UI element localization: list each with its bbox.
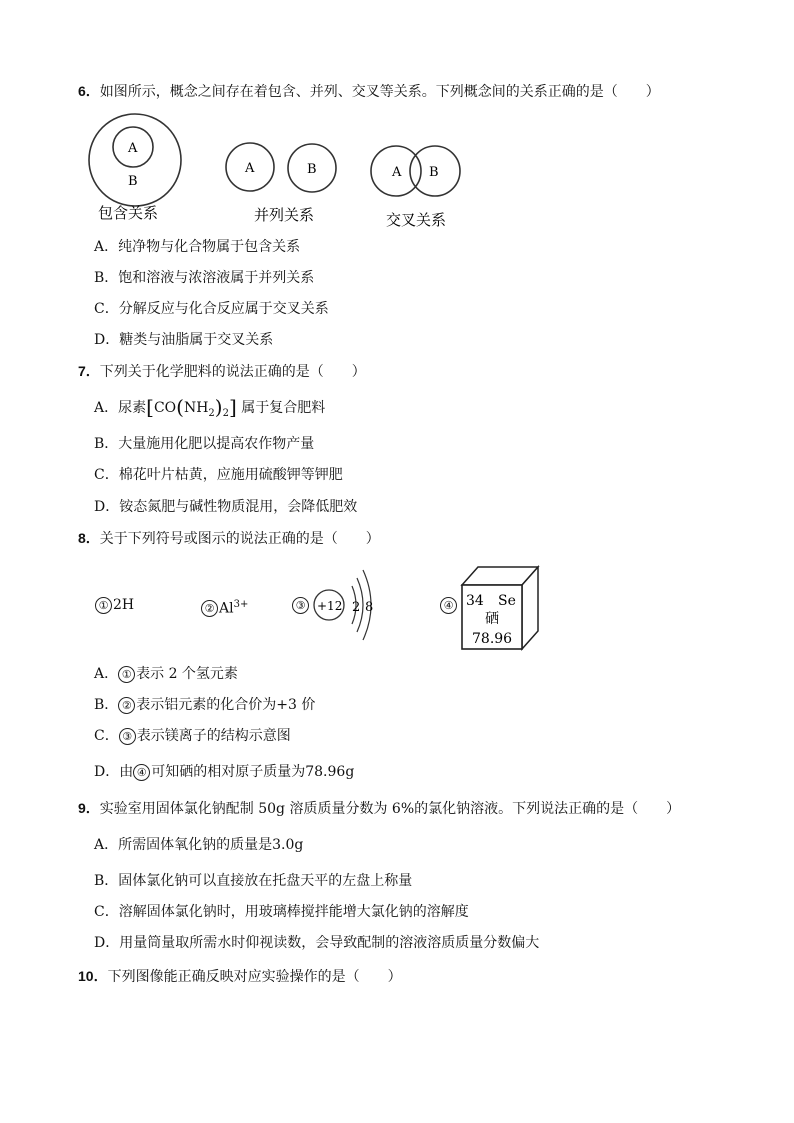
option-a-prefix: A．尿素 [94, 400, 147, 416]
formula-paren-close: ) [214, 395, 223, 419]
formula-paren-open: ( [176, 395, 184, 419]
question-number: 8． [78, 530, 100, 546]
q9-option-c: C．溶解固体氯化钠时，用玻璃棒搅拌能增大氯化钠的溶解度 [94, 904, 469, 920]
formula-co: CO [153, 400, 177, 416]
formula-subscript: 2 [208, 407, 215, 419]
shell-1-electrons: 2 [352, 600, 361, 615]
inclusion-inner-label: A [128, 141, 138, 156]
circled-number-3: ③ [292, 597, 309, 614]
q9-option-d: D．用量筒量取所需水时仰视读数，会导致配制的溶液溶质质量分数偏大 [94, 935, 540, 951]
concept-relationship-figure [86, 112, 466, 227]
q7-option-d: D．铵态氮肥与碱性物质混用，会降低肥效 [94, 499, 358, 515]
option-letter: C． [94, 728, 119, 744]
q8-option-a [94, 664, 238, 684]
parallel-right-label: B [307, 162, 317, 177]
question-10-stem [78, 966, 402, 987]
option-letter: A． [94, 666, 119, 682]
question-text: 关于下列符号或图示的说法正确的是（ ） [99, 531, 380, 547]
q6-option-d: D．糖类与油脂属于交叉关系 [94, 332, 274, 348]
element-name: 硒 [485, 611, 499, 627]
circled-number-1: ① [118, 666, 135, 683]
q9-option-b: B．固体氯化钠可以直接放在托盘天平的左盘上称量 [94, 873, 413, 889]
symbol-2h: 2H [113, 597, 135, 613]
q8-option-b [94, 695, 315, 715]
symbol-2 [201, 595, 248, 619]
intersection-diagram [371, 146, 460, 229]
periodic-element-cell [458, 563, 558, 653]
inclusion-caption: 包含关系 [98, 204, 159, 222]
symbol-al: Al [219, 600, 234, 617]
circled-number-1: ① [95, 597, 112, 614]
intersect-caption: 交叉关系 [386, 211, 447, 229]
question-8-stem [78, 528, 380, 549]
question-text: 下列图像能正确反映对应实验操作的是（ ） [107, 969, 402, 985]
symbol-1 [95, 595, 134, 615]
option-letter: D．由 [94, 764, 134, 780]
circled-number-4: ④ [440, 597, 457, 614]
ion-charge: 3+ [233, 599, 249, 610]
question-text: 如图所示，概念之间存在着包含、并列、交叉等关系。下列概念间的关系正确的是（ ） [99, 84, 660, 100]
circled-number-3: ③ [119, 728, 136, 745]
atomic-number: 34 [466, 593, 484, 609]
question-text: 下列关于化学肥料的说法正确的是（ ） [99, 364, 366, 380]
option-text: 表示 2 个氢元素 [136, 666, 238, 682]
option-text: 表示铝元素的化合价为+3 价 [136, 697, 316, 713]
formula-nh: NH [183, 400, 209, 416]
option-text: 表示镁离子的结构示意图 [136, 728, 291, 744]
q6-option-a: A．纯净物与化合物属于包含关系 [94, 239, 301, 255]
question-number: 9． [78, 800, 100, 816]
nucleus-charge: +12 [317, 599, 343, 613]
option-a-suffix: 属于复合肥料 [241, 400, 326, 416]
q6-option-c: C．分解反应与化合反应属于交叉关系 [94, 301, 329, 317]
question-number: 10． [78, 968, 108, 984]
parallel-left-label: A [245, 161, 255, 176]
shell-2-electrons: 8 [365, 600, 374, 615]
circled-number-4: ④ [133, 764, 150, 781]
inclusion-diagram [89, 114, 181, 222]
element-symbol: Se [498, 593, 516, 609]
q7-option-b: B．大量施用化肥以提高农作物产量 [94, 436, 315, 452]
question-number: 7． [78, 363, 100, 379]
symbol-4-marker [440, 595, 458, 615]
atom-structure-diagram [305, 560, 395, 650]
question-number: 6． [78, 83, 100, 99]
option-letter: B． [94, 697, 119, 713]
circled-number-2: ② [201, 600, 218, 617]
q6-option-b: B．饱和溶液与浓溶液属于并列关系 [94, 270, 315, 286]
inclusion-outer-label: B [128, 174, 138, 189]
formula-subscript: 2 [222, 407, 229, 419]
q7-option-a [94, 397, 325, 424]
parallel-diagram [226, 143, 336, 224]
circled-number-2: ② [118, 697, 135, 714]
question-7-stem [78, 361, 366, 382]
q7-option-c: C．棉花叶片枯黄，应施用硫酸钾等钾肥 [94, 467, 343, 483]
question-6-stem [78, 81, 660, 102]
q8-option-c [94, 726, 291, 746]
intersect-right-label: B [429, 165, 439, 180]
formula-bracket-open: [ [146, 395, 154, 419]
atomic-mass: 78.96 [472, 631, 513, 647]
formula-bracket-close: ] [228, 395, 237, 419]
intersect-left-label: A [392, 165, 402, 180]
q9-option-a: A．所需固体氧化钠的质量是3.0g [94, 837, 304, 853]
parallel-caption: 并列关系 [254, 206, 315, 224]
question-9-stem [78, 798, 680, 819]
q8-option-d [94, 762, 354, 782]
question-text: 实验室用固体氯化钠配制 50g 溶质质量分数为 6%的氯化钠溶液。下列说法正确的是（ ） [99, 801, 681, 817]
option-text: 可知硒的相对原子质量为78.96g [151, 764, 355, 780]
